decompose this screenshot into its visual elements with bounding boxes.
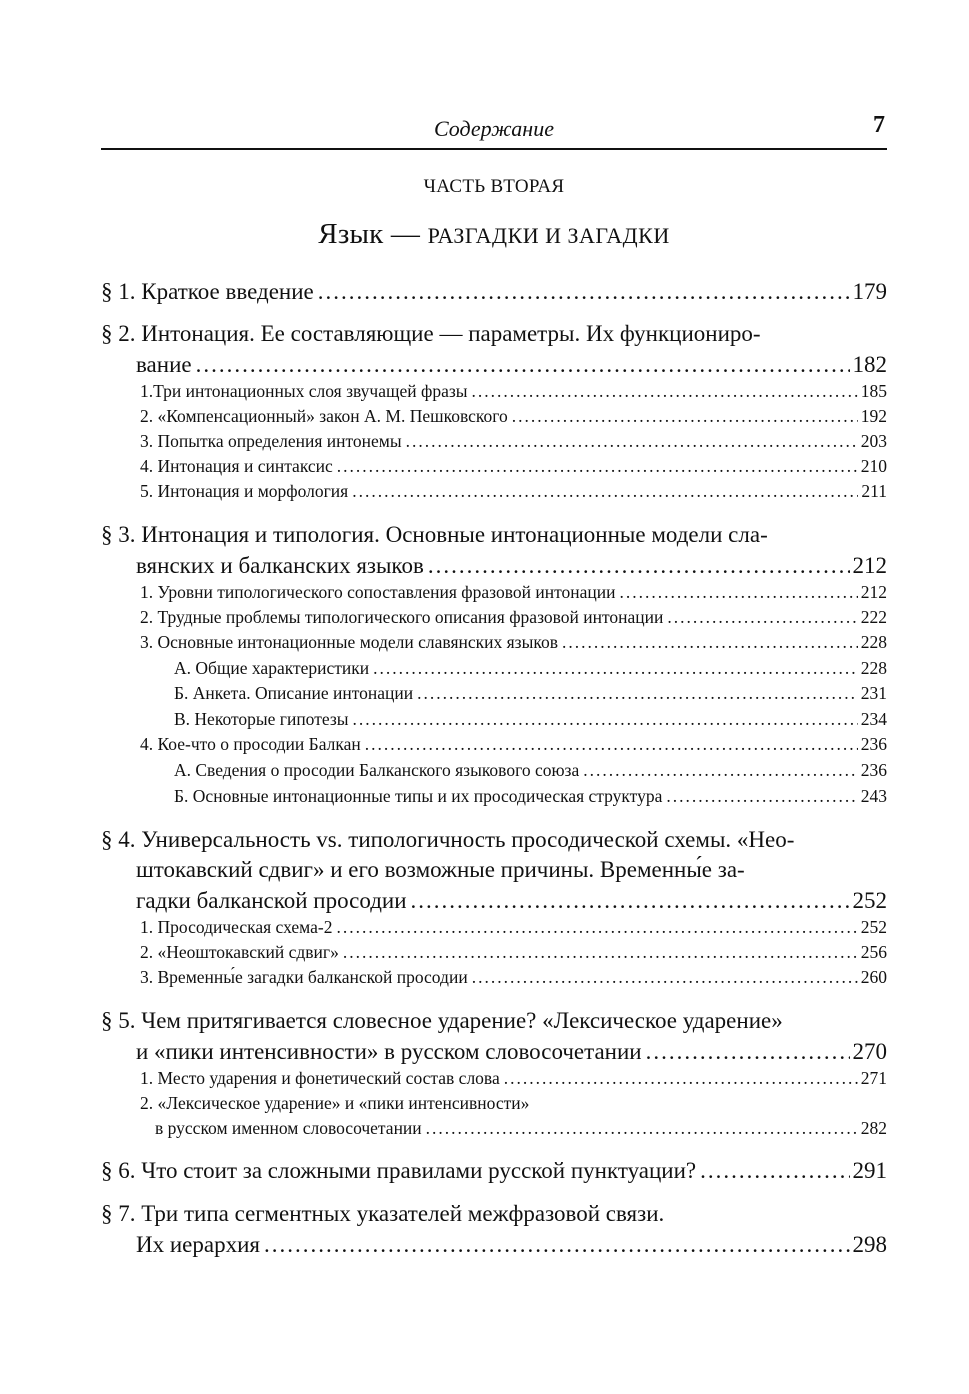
leader-dots xyxy=(318,279,850,305)
leader-dots xyxy=(411,888,850,914)
toc-subentry[interactable] xyxy=(140,481,887,502)
toc-subentry-title: 1. Место ударения и фонетический состав слова xyxy=(140,1068,500,1088)
toc-subentry-page: 243 xyxy=(860,786,887,806)
leader-dots xyxy=(365,734,858,755)
toc-entry-page: 212 xyxy=(852,553,887,578)
leader-dots xyxy=(512,406,858,427)
toc-entry-page: 182 xyxy=(852,352,887,377)
toc-subentry[interactable] xyxy=(140,942,887,963)
leader-dots xyxy=(426,1118,858,1139)
toc-subentry-page: 192 xyxy=(860,406,887,426)
toc-subentry-title: 1. Уровни типологического сопоставления фразовой интонации xyxy=(140,582,616,602)
toc-entry-s2[interactable] xyxy=(136,352,887,378)
toc-entry-s5-line1[interactable]: § 5. Чем притягивается словесное ударение? «Лексическое ударение» xyxy=(101,1008,783,1033)
toc-subentry-page: 256 xyxy=(860,942,887,962)
toc-subentry-title: 3. Основные интонационные модели славянских языков xyxy=(140,632,558,652)
toc-entry-s1[interactable] xyxy=(101,279,887,305)
toc-subentry[interactable] xyxy=(140,734,887,755)
toc-entry-title: гадки балканской просодии xyxy=(136,888,407,913)
toc-subentry[interactable] xyxy=(140,632,887,653)
toc-subentry[interactable] xyxy=(174,658,887,679)
toc-subentry-page: 252 xyxy=(860,917,887,937)
toc-subentry-page: 185 xyxy=(860,381,887,401)
leader-dots xyxy=(562,632,858,653)
toc-subentry-page: 222 xyxy=(860,607,887,627)
toc-subentry-title: Б. Основные интонационные типы и их просодическая структура xyxy=(174,786,663,806)
part-label: ЧАСТЬ ВТОРАЯ xyxy=(423,176,565,197)
toc-subentry[interactable] xyxy=(140,967,887,988)
leader-dots xyxy=(353,709,858,730)
leader-dots xyxy=(646,1039,850,1065)
toc-entry-s4-line1[interactable]: § 4. Универсальность vs. типологичность просодической схемы. «Нео- xyxy=(101,827,795,852)
toc-entry-s3[interactable] xyxy=(136,553,887,579)
leader-dots xyxy=(667,607,857,628)
leader-dots xyxy=(700,1158,849,1184)
toc-subentry-page: 271 xyxy=(860,1068,887,1088)
toc-subentry-title: 3. Временны́е загадки балканской просодии xyxy=(140,967,468,987)
part-title-initial: Язык — xyxy=(318,218,428,250)
toc-subentry-page: 212 xyxy=(860,582,887,602)
toc-subentry-title: А. Общие характеристики xyxy=(174,658,370,678)
toc-subentry[interactable] xyxy=(174,683,887,704)
toc-subentry-title: 1.Три интонационных слоя звучащей фразы xyxy=(140,381,468,401)
toc-subentry-title: 2. «Неоштокавский сдвиг» xyxy=(140,942,339,962)
toc-entry-page: 298 xyxy=(852,1232,887,1257)
toc-subentry-page: 231 xyxy=(860,683,887,703)
toc-subentry-page: 203 xyxy=(860,431,887,451)
toc-entry-s4[interactable] xyxy=(136,888,887,914)
toc-subentry[interactable] xyxy=(140,431,887,452)
leader-dots xyxy=(472,967,858,988)
leader-dots xyxy=(417,683,858,704)
running-header-title: Содержание xyxy=(433,116,554,141)
toc-subentry-page: 236 xyxy=(860,760,887,780)
toc-subentry-page: 236 xyxy=(860,734,887,754)
toc-entry-title: вание xyxy=(136,352,192,377)
toc-entry-s7-line1[interactable]: § 7. Три типа сегментных указателей межфразовой связи. xyxy=(101,1201,665,1226)
toc-subentry[interactable] xyxy=(140,456,887,477)
toc-subentry[interactable] xyxy=(140,406,887,427)
toc-subentry[interactable] xyxy=(174,709,887,730)
leader-dots xyxy=(619,582,857,603)
leader-dots xyxy=(504,1068,858,1089)
leader-dots xyxy=(336,917,857,938)
leader-dots xyxy=(352,481,858,502)
toc-entry-s2-line1[interactable]: § 2. Интонация. Ее составляющие — параметры. Их функциониро- xyxy=(101,321,761,346)
toc-entry-title: Их иерархия xyxy=(136,1232,260,1257)
toc-entry-s7[interactable] xyxy=(136,1232,887,1258)
toc-subentry-title: 3. Попытка определения интонемы xyxy=(140,431,402,451)
toc-subentry-title: 4. Кое-что о просодии Балкан xyxy=(140,734,361,754)
toc-subentry-line1[interactable]: 2. «Лексическое ударение» и «пики интенсивности» xyxy=(140,1093,530,1113)
toc-subentry-title: 5. Интонация и морфология xyxy=(140,481,349,501)
toc-entry-s3-line1[interactable]: § 3. Интонация и типология. Основные интонационные модели сла- xyxy=(101,522,768,547)
toc-subentry-page: 228 xyxy=(860,632,887,652)
toc-subentry-title: Б. Анкета. Описание интонации xyxy=(174,683,414,703)
toc-subentry-page: 234 xyxy=(860,709,887,729)
leader-dots xyxy=(428,553,850,579)
page-number: 7 xyxy=(873,112,885,138)
toc-subentry-title: А. Сведения о просодии Балканского языкового союза xyxy=(174,760,580,780)
leader-dots xyxy=(196,352,850,378)
toc-subentry[interactable] xyxy=(140,1068,887,1089)
toc-entry-s5[interactable] xyxy=(136,1039,887,1065)
toc-subentry[interactable] xyxy=(140,917,887,938)
leader-dots xyxy=(472,381,858,402)
running-header xyxy=(101,112,887,150)
toc-subentry[interactable] xyxy=(140,582,887,603)
leader-dots xyxy=(337,456,858,477)
toc-subentry-page: 210 xyxy=(860,456,887,476)
toc-subentry[interactable] xyxy=(155,1118,887,1139)
toc-entry-s4-line2[interactable]: штокавский сдвиг» и его возможные причины. Временны́е за- xyxy=(136,857,745,882)
toc-entry-page: 270 xyxy=(852,1039,887,1064)
toc-subentry-page: 228 xyxy=(860,658,887,678)
toc-entry-s6[interactable] xyxy=(101,1158,887,1184)
toc-subentry-title: 2. «Компенсационный» закон А. М. Пешковского xyxy=(140,406,508,426)
toc-entry-page: 291 xyxy=(852,1158,887,1183)
toc-subentry-title: в русском именном словосочетании xyxy=(155,1118,422,1138)
toc-subentry-title: 1. Просодическая схема-2 xyxy=(140,917,333,937)
leader-dots xyxy=(583,760,858,781)
toc-entry-title: § 6. Что стоит за сложными правилами русской пунктуации? xyxy=(101,1158,697,1183)
leader-dots xyxy=(406,431,858,452)
toc-subentry[interactable] xyxy=(140,381,887,402)
toc-subentry-page: 282 xyxy=(860,1118,887,1138)
leader-dots xyxy=(343,942,858,963)
leader-dots xyxy=(264,1232,850,1258)
toc-subentry-title: В. Некоторые гипотезы xyxy=(174,709,349,729)
toc-entry-title: § 1. Краткое введение xyxy=(101,279,314,304)
toc-subentry-title: 2. Трудные проблемы типологического описания фразовой интонации xyxy=(140,607,664,627)
toc-entry-title: и «пики интенсивности» в русском словосочетании xyxy=(136,1039,642,1064)
toc-entry-page: 252 xyxy=(852,888,887,913)
leader-dots xyxy=(373,658,858,679)
part-title xyxy=(101,218,887,251)
part-title-rest: РАЗГАДКИ И ЗАГАДКИ xyxy=(427,223,670,248)
toc-subentry[interactable] xyxy=(140,607,887,628)
toc-entry-title: вянских и балканских языков xyxy=(136,553,424,578)
toc-subentry[interactable] xyxy=(174,760,887,781)
toc-subentry-page: 260 xyxy=(860,967,887,987)
toc-subentry[interactable] xyxy=(174,786,887,807)
leader-dots xyxy=(666,786,857,807)
toc-entry-page: 179 xyxy=(852,279,887,304)
toc-subentry-page: 211 xyxy=(861,481,887,501)
toc-subentry-title: 4. Интонация и синтаксис xyxy=(140,456,333,476)
